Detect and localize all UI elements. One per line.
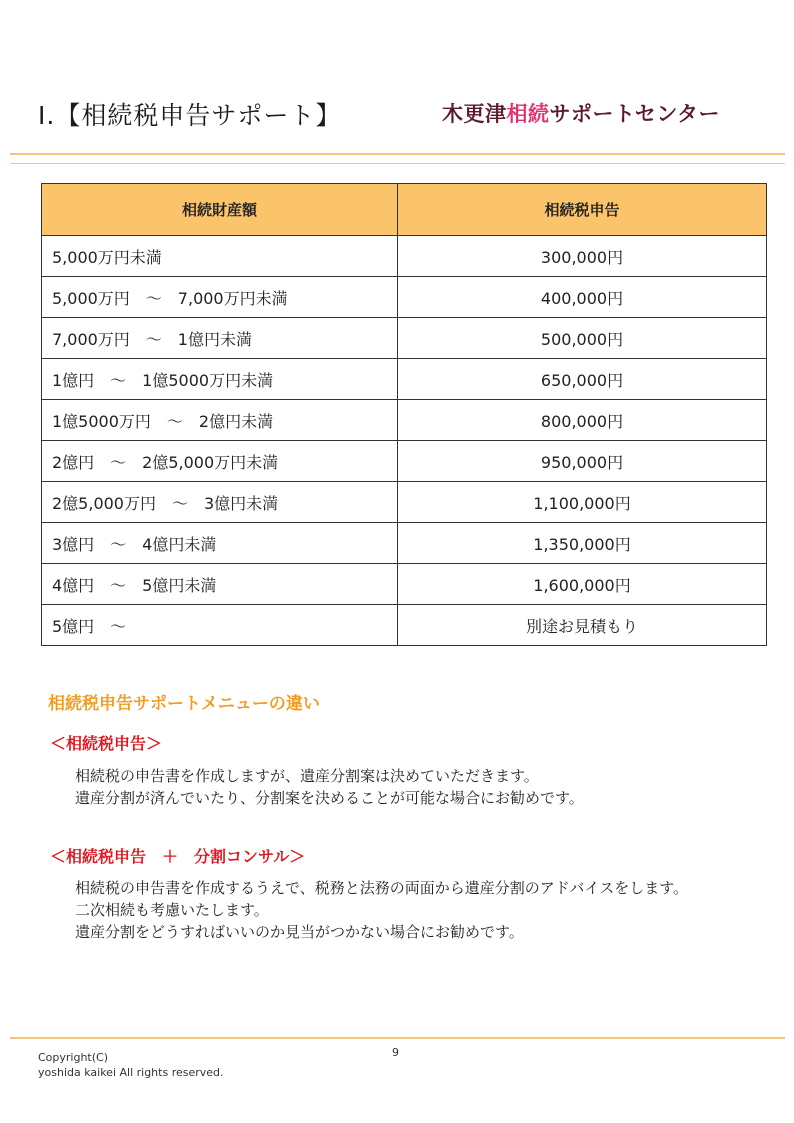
section-heading-tax-filing-consult: ＜相続税申告 ＋ 分割コンサル＞ xyxy=(50,847,306,866)
brand-logo xyxy=(442,98,720,128)
copyright xyxy=(38,1050,224,1080)
fee-value: 950,000円 xyxy=(398,441,767,482)
menu-comparison-title: 相続税申告サポートメニューの違い xyxy=(48,694,320,714)
copyright-line: yoshida kaikei All rights reserved. xyxy=(38,1066,224,1079)
section-description-tax-filing xyxy=(75,765,584,809)
table-row xyxy=(42,605,767,646)
fee-value: 別途お見積もり xyxy=(398,605,767,646)
table-row xyxy=(42,236,767,277)
section-description-tax-filing-consult xyxy=(75,877,688,943)
description-line: 相続税の申告書を作成しますが、遺産分割案は決めていただきます。 xyxy=(75,767,539,785)
header-estate-amount: 相続財産額 xyxy=(42,184,398,236)
brand-part2: サポートセンター xyxy=(549,102,721,126)
table-row xyxy=(42,441,767,482)
header-rule-bottom xyxy=(10,163,785,164)
fee-value: 1,600,000円 xyxy=(398,564,767,605)
estate-range: 5億円 ～ xyxy=(42,605,398,646)
table-row xyxy=(42,400,767,441)
estate-range: 1億5000万円 ～ 2億円未満 xyxy=(42,400,398,441)
fee-value: 650,000円 xyxy=(398,359,767,400)
estate-range: 5,000万円未満 xyxy=(42,236,398,277)
estate-range: 4億円 ～ 5億円未満 xyxy=(42,564,398,605)
description-line: 相続税の申告書を作成するうえで、税務と法務の両面から遺産分割のアドバイスをします。 xyxy=(75,879,689,897)
fee-value: 300,000円 xyxy=(398,236,767,277)
fee-value: 400,000円 xyxy=(398,277,767,318)
section-heading-tax-filing: ＜相続税申告＞ xyxy=(50,734,163,753)
brand-highlight: 相続 xyxy=(506,102,550,126)
table-row xyxy=(42,523,767,564)
estate-range: 7,000万円 ～ 1億円未満 xyxy=(42,318,398,359)
fee-value: 800,000円 xyxy=(398,400,767,441)
fee-table xyxy=(41,183,767,646)
fee-table-header-row xyxy=(42,184,767,236)
table-row xyxy=(42,482,767,523)
header-tax-filing-fee: 相続税申告 xyxy=(398,184,767,236)
table-row xyxy=(42,277,767,318)
description-line: 遺産分割をどうすればいいのか見当がつかない場合にお勧めです。 xyxy=(75,923,524,941)
table-row xyxy=(42,564,767,605)
copyright-line: Copyright(C) xyxy=(38,1051,109,1064)
description-line: 二次相続も考慮いたします。 xyxy=(75,901,269,919)
estate-range: 2億円 ～ 2億5,000万円未満 xyxy=(42,441,398,482)
brand-part1: 木更津 xyxy=(442,102,507,126)
page-title: Ⅰ.【相続税申告サポート】 xyxy=(38,101,342,130)
description-line: 遺産分割が済んでいたり、分割案を決めることが可能な場合にお勧めです。 xyxy=(75,789,584,807)
estate-range: 3億円 ～ 4億円未満 xyxy=(42,523,398,564)
table-row xyxy=(42,318,767,359)
table-row xyxy=(42,359,767,400)
footer-rule xyxy=(10,1037,785,1039)
fee-value: 1,100,000円 xyxy=(398,482,767,523)
fee-value: 1,350,000円 xyxy=(398,523,767,564)
fee-value: 500,000円 xyxy=(398,318,767,359)
estate-range: 2億5,000万円 ～ 3億円未満 xyxy=(42,482,398,523)
estate-range: 1億円 ～ 1億5000万円未満 xyxy=(42,359,398,400)
page-number: 9 xyxy=(392,1046,399,1059)
header-rule-top xyxy=(10,153,785,155)
estate-range: 5,000万円 ～ 7,000万円未満 xyxy=(42,277,398,318)
